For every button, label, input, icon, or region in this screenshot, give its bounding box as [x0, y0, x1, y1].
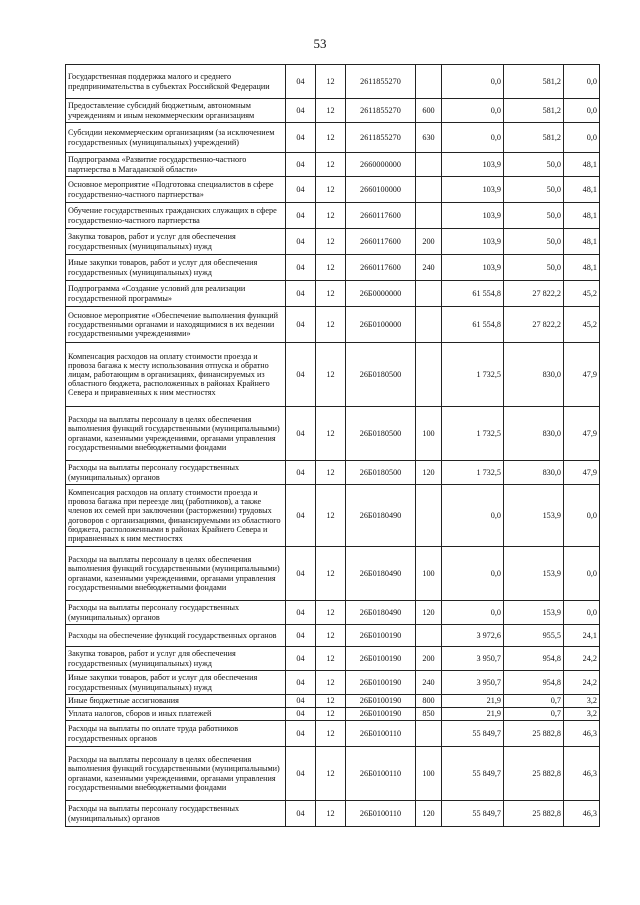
planned-amount: 0,0	[442, 547, 504, 601]
row-name: Компенсация расходов на оплату стоимости проезда и провоза багажа при переезде лиц (работников), а также членов их семей при заключении (расторжении) трудовых договоров с организациями, финансируемыми из областного бюджета, расположенными в районах Крайнего Севера и приравненных к ним местностях	[66, 485, 286, 547]
section-code: 04	[286, 625, 316, 647]
execution-percent: 0,0	[564, 123, 600, 153]
target-article-code: 26Б0180490	[346, 601, 416, 625]
subsection-code: 12	[316, 281, 346, 307]
planned-amount: 0,0	[442, 65, 504, 99]
table-row	[66, 255, 600, 281]
subsection-code: 12	[316, 601, 346, 625]
expense-type-code	[416, 343, 442, 407]
section-code: 04	[286, 601, 316, 625]
section-code: 04	[286, 647, 316, 671]
table-row	[66, 708, 600, 721]
planned-amount: 55 849,7	[442, 721, 504, 747]
table-row	[66, 747, 600, 801]
table-row	[66, 153, 600, 177]
execution-percent: 46,3	[564, 747, 600, 801]
row-name: Расходы на выплаты по оплате труда работников государственных органов	[66, 721, 286, 747]
expense-type-code: 120	[416, 461, 442, 485]
table-row	[66, 547, 600, 601]
table-row	[66, 65, 600, 99]
expense-type-code	[416, 485, 442, 547]
planned-amount: 103,9	[442, 177, 504, 203]
executed-amount: 954,8	[504, 671, 564, 695]
table-row	[66, 203, 600, 229]
expense-type-code: 100	[416, 407, 442, 461]
row-name: Подпрограмма «Развитие государственно-частного партнерства в Магаданской области»	[66, 153, 286, 177]
row-name: Иные закупки товаров, работ и услуг для обеспечения государственных (муниципальных) нужд	[66, 255, 286, 281]
subsection-code: 12	[316, 708, 346, 721]
subsection-code: 12	[316, 153, 346, 177]
executed-amount: 25 882,8	[504, 747, 564, 801]
executed-amount: 50,0	[504, 177, 564, 203]
row-name: Основное мероприятие «Подготовка специалистов в сфере государственно-частного партнерства»	[66, 177, 286, 203]
expense-type-code: 240	[416, 255, 442, 281]
table-row	[66, 647, 600, 671]
table-row	[66, 625, 600, 647]
expense-type-code: 200	[416, 229, 442, 255]
executed-amount: 581,2	[504, 65, 564, 99]
execution-percent: 24,2	[564, 671, 600, 695]
execution-percent: 24,2	[564, 647, 600, 671]
expense-type-code	[416, 65, 442, 99]
execution-percent: 47,9	[564, 461, 600, 485]
expense-type-code	[416, 625, 442, 647]
subsection-code: 12	[316, 203, 346, 229]
planned-amount: 21,9	[442, 708, 504, 721]
subsection-code: 12	[316, 307, 346, 343]
section-code: 04	[286, 229, 316, 255]
execution-percent: 46,3	[564, 721, 600, 747]
expense-type-code	[416, 153, 442, 177]
table-row	[66, 485, 600, 547]
planned-amount: 3 972,6	[442, 625, 504, 647]
target-article-code: 2660100000	[346, 177, 416, 203]
executed-amount: 50,0	[504, 203, 564, 229]
target-article-code: 26Б0180490	[346, 485, 416, 547]
row-name: Закупка товаров, работ и услуг для обеспечения государственных (муниципальных) нужд	[66, 647, 286, 671]
table-row	[66, 721, 600, 747]
row-name: Расходы на выплаты персоналу в целях обеспечения выполнения функций государственными (муниципальными) органами, казенными учреждениями, органами управления государственными внебюджетными фондами	[66, 747, 286, 801]
subsection-code: 12	[316, 99, 346, 123]
executed-amount: 27 822,2	[504, 281, 564, 307]
budget-table	[65, 64, 600, 827]
execution-percent: 0,0	[564, 547, 600, 601]
subsection-code: 12	[316, 229, 346, 255]
expense-type-code: 120	[416, 601, 442, 625]
expense-type-code: 600	[416, 99, 442, 123]
planned-amount: 103,9	[442, 229, 504, 255]
row-name: Субсидии некоммерческим организациям (за исключением государственных (муниципальных) учреждений)	[66, 123, 286, 153]
execution-percent: 48,1	[564, 229, 600, 255]
table-row	[66, 123, 600, 153]
target-article-code: 26Б0100000	[346, 307, 416, 343]
table-row	[66, 671, 600, 695]
expense-type-code	[416, 177, 442, 203]
row-name: Государственная поддержка малого и среднего предпринимательства в субъектах Российской Федерации	[66, 65, 286, 99]
executed-amount: 954,8	[504, 647, 564, 671]
planned-amount: 0,0	[442, 99, 504, 123]
section-code: 04	[286, 65, 316, 99]
expense-type-code: 800	[416, 695, 442, 708]
planned-amount: 3 950,7	[442, 647, 504, 671]
expense-type-code: 630	[416, 123, 442, 153]
target-article-code: 2660117600	[346, 203, 416, 229]
execution-percent: 0,0	[564, 601, 600, 625]
section-code: 04	[286, 485, 316, 547]
row-name: Иные закупки товаров, работ и услуг для обеспечения государственных (муниципальных) нужд	[66, 671, 286, 695]
subsection-code: 12	[316, 65, 346, 99]
target-article-code: 2611855270	[346, 99, 416, 123]
row-name: Расходы на выплаты персоналу в целях обеспечения выполнения функций государственными (муниципальными) органами, казенными учреждениями, органами управления государственными внебюджетными фондами	[66, 407, 286, 461]
expense-type-code	[416, 307, 442, 343]
table-row	[66, 601, 600, 625]
target-article-code: 26Б0100190	[346, 695, 416, 708]
subsection-code: 12	[316, 695, 346, 708]
target-article-code: 26Б0000000	[346, 281, 416, 307]
row-name: Расходы на выплаты персоналу государственных (муниципальных) органов	[66, 601, 286, 625]
executed-amount: 955,5	[504, 625, 564, 647]
table-body	[66, 65, 600, 827]
planned-amount: 55 849,7	[442, 747, 504, 801]
executed-amount: 50,0	[504, 153, 564, 177]
row-name: Закупка товаров, работ и услуг для обеспечения государственных (муниципальных) нужд	[66, 229, 286, 255]
section-code: 04	[286, 461, 316, 485]
executed-amount: 0,7	[504, 708, 564, 721]
executed-amount: 581,2	[504, 123, 564, 153]
section-code: 04	[286, 407, 316, 461]
table-row	[66, 99, 600, 123]
executed-amount: 50,0	[504, 229, 564, 255]
execution-percent: 3,2	[564, 695, 600, 708]
subsection-code: 12	[316, 123, 346, 153]
executed-amount: 0,7	[504, 695, 564, 708]
planned-amount: 103,9	[442, 255, 504, 281]
target-article-code: 26Б0100190	[346, 625, 416, 647]
target-article-code: 2660117600	[346, 255, 416, 281]
execution-percent: 45,2	[564, 307, 600, 343]
execution-percent: 0,0	[564, 485, 600, 547]
subsection-code: 12	[316, 801, 346, 827]
execution-percent: 48,1	[564, 153, 600, 177]
executed-amount: 581,2	[504, 99, 564, 123]
planned-amount: 55 849,7	[442, 801, 504, 827]
expense-type-code: 850	[416, 708, 442, 721]
subsection-code: 12	[316, 177, 346, 203]
row-name: Расходы на обеспечение функций государственных органов	[66, 625, 286, 647]
table-row	[66, 461, 600, 485]
planned-amount: 1 732,5	[442, 461, 504, 485]
planned-amount: 0,0	[442, 123, 504, 153]
executed-amount: 153,9	[504, 547, 564, 601]
execution-percent: 48,1	[564, 177, 600, 203]
target-article-code: 26Б0180500	[346, 461, 416, 485]
target-article-code: 26Б0180500	[346, 343, 416, 407]
planned-amount: 61 554,8	[442, 307, 504, 343]
executed-amount: 50,0	[504, 255, 564, 281]
section-code: 04	[286, 801, 316, 827]
execution-percent: 45,2	[564, 281, 600, 307]
planned-amount: 61 554,8	[442, 281, 504, 307]
execution-percent: 46,3	[564, 801, 600, 827]
planned-amount: 0,0	[442, 601, 504, 625]
execution-percent: 3,2	[564, 708, 600, 721]
subsection-code: 12	[316, 461, 346, 485]
expense-type-code: 100	[416, 747, 442, 801]
execution-percent: 48,1	[564, 255, 600, 281]
planned-amount: 103,9	[442, 153, 504, 177]
section-code: 04	[286, 721, 316, 747]
section-code: 04	[286, 123, 316, 153]
table-row	[66, 343, 600, 407]
expense-type-code: 100	[416, 547, 442, 601]
row-name: Расходы на выплаты персоналу государственных (муниципальных) органов	[66, 801, 286, 827]
expense-type-code	[416, 721, 442, 747]
planned-amount: 1 732,5	[442, 343, 504, 407]
row-name: Основное мероприятие «Обеспечение выполнения функций государственными органами и находящимися в их ведении государственными учреждениями»	[66, 307, 286, 343]
target-article-code: 26Б0100190	[346, 671, 416, 695]
planned-amount: 3 950,7	[442, 671, 504, 695]
executed-amount: 830,0	[504, 407, 564, 461]
execution-percent: 47,9	[564, 407, 600, 461]
execution-percent: 0,0	[564, 99, 600, 123]
row-name: Предоставление субсидий бюджетным, автономным учреждениям и иным некоммерческим организациям	[66, 99, 286, 123]
subsection-code: 12	[316, 721, 346, 747]
expense-type-code: 200	[416, 647, 442, 671]
section-code: 04	[286, 343, 316, 407]
target-article-code: 26Б0100110	[346, 747, 416, 801]
target-article-code: 2660000000	[346, 153, 416, 177]
table-row	[66, 801, 600, 827]
row-name: Подпрограмма «Создание условий для реализации государственной программы»	[66, 281, 286, 307]
section-code: 04	[286, 671, 316, 695]
planned-amount: 21,9	[442, 695, 504, 708]
section-code: 04	[286, 747, 316, 801]
execution-percent: 48,1	[564, 203, 600, 229]
target-article-code: 2611855270	[346, 123, 416, 153]
expense-type-code: 240	[416, 671, 442, 695]
section-code: 04	[286, 695, 316, 708]
target-article-code: 26Б0100190	[346, 708, 416, 721]
target-article-code: 26Б0180500	[346, 407, 416, 461]
subsection-code: 12	[316, 485, 346, 547]
executed-amount: 25 882,8	[504, 801, 564, 827]
section-code: 04	[286, 203, 316, 229]
executed-amount: 830,0	[504, 343, 564, 407]
row-name: Обучение государственных гражданских служащих в сфере государственно-частного партнерства	[66, 203, 286, 229]
subsection-code: 12	[316, 625, 346, 647]
table-row	[66, 307, 600, 343]
section-code: 04	[286, 153, 316, 177]
planned-amount: 103,9	[442, 203, 504, 229]
target-article-code: 26Б0180490	[346, 547, 416, 601]
expense-type-code	[416, 281, 442, 307]
section-code: 04	[286, 547, 316, 601]
subsection-code: 12	[316, 407, 346, 461]
table-row	[66, 695, 600, 708]
execution-percent: 24,1	[564, 625, 600, 647]
subsection-code: 12	[316, 547, 346, 601]
table-row	[66, 281, 600, 307]
page-number: 53	[313, 36, 327, 51]
executed-amount: 153,9	[504, 601, 564, 625]
section-code: 04	[286, 255, 316, 281]
executed-amount: 153,9	[504, 485, 564, 547]
target-article-code: 2611855270	[346, 65, 416, 99]
target-article-code: 2660117600	[346, 229, 416, 255]
row-name: Расходы на выплаты персоналу государственных (муниципальных) органов	[66, 461, 286, 485]
execution-percent: 47,9	[564, 343, 600, 407]
section-code: 04	[286, 177, 316, 203]
expense-type-code: 120	[416, 801, 442, 827]
planned-amount: 1 732,5	[442, 407, 504, 461]
subsection-code: 12	[316, 671, 346, 695]
table-row	[66, 177, 600, 203]
section-code: 04	[286, 99, 316, 123]
execution-percent: 0,0	[564, 65, 600, 99]
target-article-code: 26Б0100110	[346, 801, 416, 827]
row-name: Расходы на выплаты персоналу в целях обеспечения выполнения функций государственными (муниципальными) органами, казенными учреждениями, органами управления государственными внебюджетными фондами	[66, 547, 286, 601]
executed-amount: 27 822,2	[504, 307, 564, 343]
subsection-code: 12	[316, 255, 346, 281]
expense-type-code	[416, 203, 442, 229]
row-name: Компенсация расходов на оплату стоимости проезда и провоза багажа к месту использования отпуска и обратно лицам, работающим в организациях, финансируемых из областного бюджета, расположенных в районах Крайнего Севера и приравненных к ним местностях	[66, 343, 286, 407]
section-code: 04	[286, 281, 316, 307]
subsection-code: 12	[316, 343, 346, 407]
executed-amount: 25 882,8	[504, 721, 564, 747]
subsection-code: 12	[316, 647, 346, 671]
section-code: 04	[286, 708, 316, 721]
section-code: 04	[286, 307, 316, 343]
target-article-code: 26Б0100110	[346, 721, 416, 747]
planned-amount: 0,0	[442, 485, 504, 547]
row-name: Уплата налогов, сборов и иных платежей	[66, 708, 286, 721]
table-row	[66, 407, 600, 461]
executed-amount: 830,0	[504, 461, 564, 485]
subsection-code: 12	[316, 747, 346, 801]
row-name: Иные бюджетные ассигнования	[66, 695, 286, 708]
table-row	[66, 229, 600, 255]
target-article-code: 26Б0100190	[346, 647, 416, 671]
